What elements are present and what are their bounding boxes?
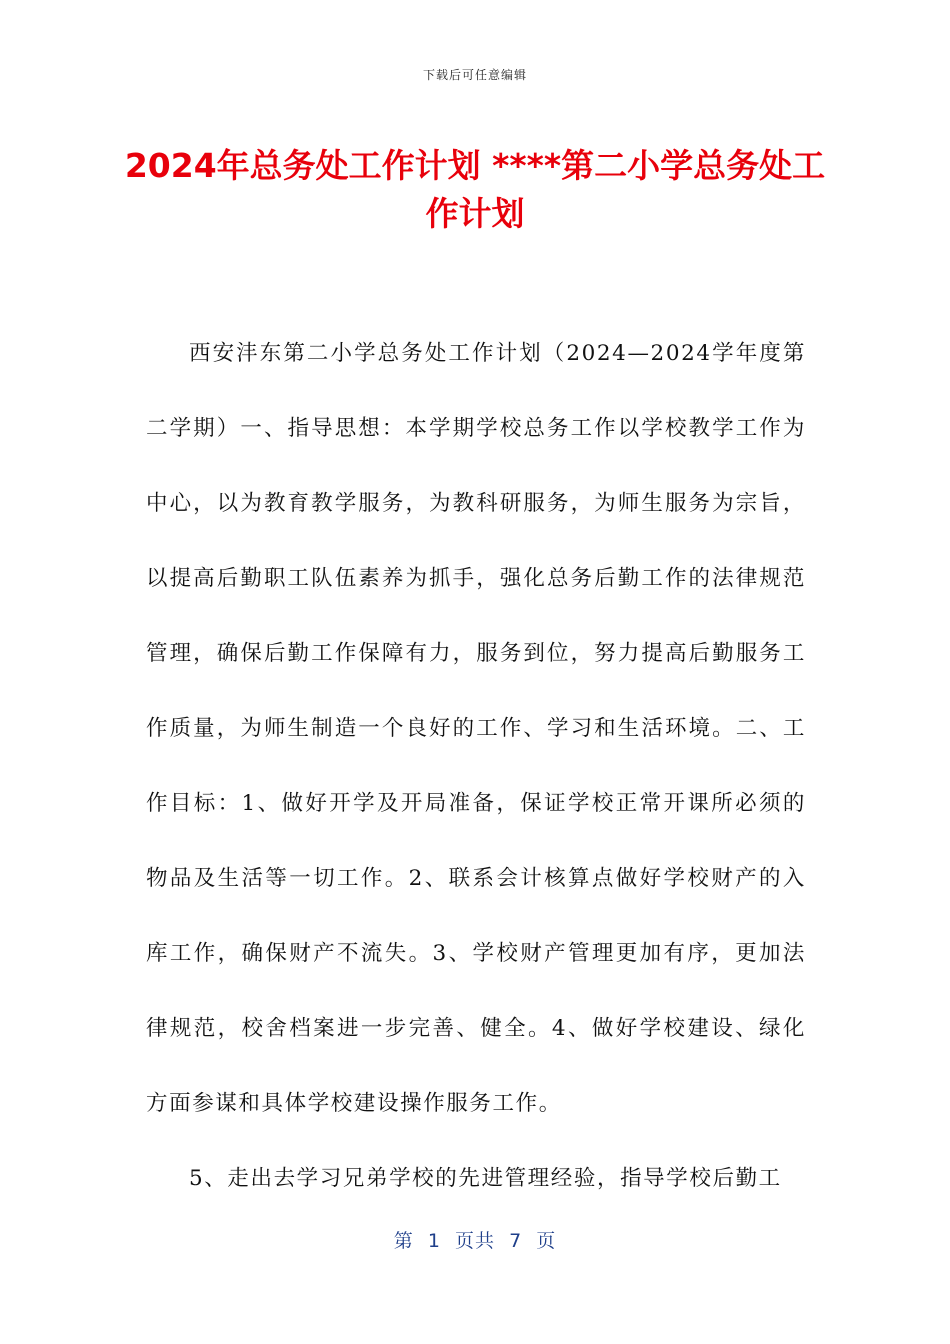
paragraph-1: 西安沣东第二小学总务处工作计划（2024—2024学年度第二学期）一、指导思想：本学期学校总务工作以学校教学工作为中心，以为教育教学服务，为教科研服务，为师生服务为宗旨，以提高后勤职工队伍素养为抓手，强化总务后勤工作的法律规范管理，确保后勤工作保障有力，服务到位，努力提高后勤服务工作质量，为师生制造一个良好的工作、学习和生活环境。二、工作目标：1、做好开学及开局准备，保证学校正常开课所必须的物品及生活等一切工作。2、联系会计核算点做好学校财产的入库工作，确保财产不流失。3、学校财产管理更加有序，更加法律规范，校舍档案进一步完善、健全。4、做好学校建设、绿化方面参谋和具体学校建设操作服务工作。 xyxy=(146,341,806,1116)
document-title: 2024年总务处工作计划 ****第二小学总务处工作计划 xyxy=(124,146,826,233)
page-number-footer: 第 1 页共 7 页 xyxy=(393,1230,557,1252)
document-body xyxy=(146,316,806,1216)
header-note: 下载后可任意编辑 xyxy=(422,68,527,82)
paragraph-2: 5、走出去学习兄弟学校的先进管理经验，指导学校后勤工 xyxy=(189,1166,782,1191)
